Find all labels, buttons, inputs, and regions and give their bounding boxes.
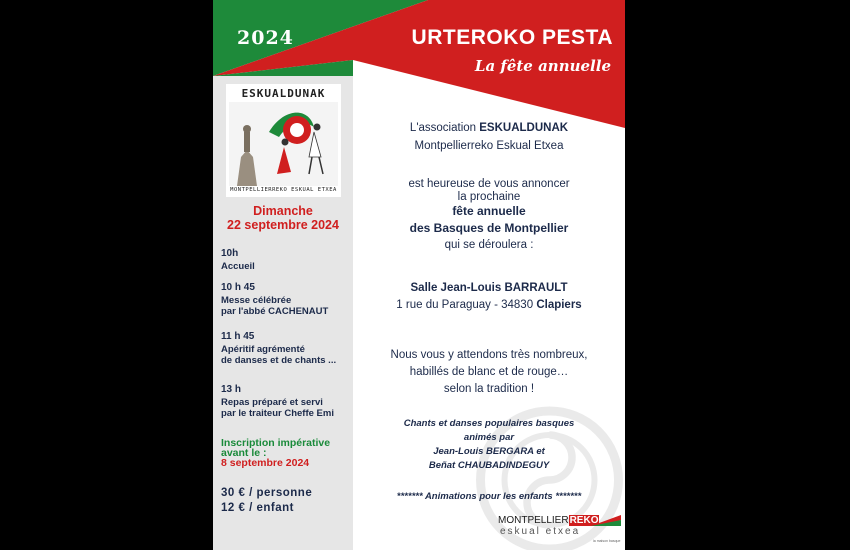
- program-item-3: [221, 331, 336, 366]
- assoc-line2: Montpellierreko Eskual Etxea: [414, 140, 564, 152]
- event-day: Dimanche: [253, 204, 313, 218]
- announce-line3: fête annuelle: [452, 204, 526, 218]
- announce-line4: des Basques de Montpellier: [409, 221, 569, 235]
- assoc-prefix: L'association: [409, 122, 480, 134]
- program-item-1: [221, 248, 255, 272]
- program-text: Accueil: [221, 261, 255, 272]
- venue-address: [353, 299, 625, 311]
- brand-tagline: la maison basque: [593, 539, 621, 543]
- venue-name: Salle Jean-Louis BARRAULT: [410, 282, 568, 294]
- inscription-notice: [221, 438, 330, 468]
- chants-line3: Jean-Louis BERGARA et: [433, 446, 545, 457]
- brand-part1: MONTPELLIER: [498, 515, 569, 526]
- program-text: par le traiteur Cheffe Emi: [221, 408, 334, 419]
- association-line: [353, 122, 625, 134]
- inscription-date: 8 septembre 2024: [221, 457, 310, 469]
- poster-subtitle: La fête annuelle: [474, 57, 611, 75]
- inscription-line1: Inscription impérative: [221, 437, 331, 449]
- program-text: Repas préparé et servi: [221, 397, 323, 408]
- program-text: Messe célébrée: [221, 295, 292, 306]
- program-time: 10 h 45: [221, 282, 255, 293]
- logo-name: ESKUALDUNAK: [241, 87, 326, 100]
- invite-line2: habillés de blanc et de rouge…: [409, 366, 569, 378]
- animations-line: ******* Animations pour les enfants *******: [396, 491, 582, 502]
- brand-subtitle: eskual etxea: [500, 526, 581, 537]
- price-adult: 30 € / personne: [221, 487, 313, 499]
- maison-basque-logo: [498, 515, 623, 545]
- program-item-4: [221, 384, 334, 419]
- inscription-line2: avant le :: [221, 447, 267, 459]
- program-time: 11 h 45: [221, 331, 255, 342]
- dancers-illustration: [229, 102, 338, 186]
- year: 2024: [237, 27, 294, 49]
- brand-name: [498, 515, 599, 526]
- program-sidebar: [213, 76, 353, 550]
- assoc-name: ESKUALDUNAK: [479, 122, 569, 134]
- announce-line1: est heureuse de vous annoncer: [408, 178, 570, 190]
- chants-line1: Chants et danses populaires basques: [403, 418, 575, 429]
- program-text: de danses et de chants ...: [221, 355, 337, 366]
- venue-city: Clapiers: [536, 299, 582, 311]
- program-item-2: [221, 282, 328, 317]
- poster-title: URTEROKO PESTA: [411, 26, 613, 49]
- announce-line2: la prochaine: [457, 191, 521, 203]
- program-time: 10h: [221, 248, 239, 259]
- venue-street: 1 rue du Paraguay - 34830: [396, 299, 537, 311]
- chants-line2: animés par: [463, 432, 515, 443]
- brand-part2: REKO: [569, 515, 599, 526]
- invite-line3: selon la tradition !: [443, 383, 535, 395]
- chants-line4: Beñat CHAUBADINDEGUY: [428, 460, 550, 471]
- logo-caption: MONTPELLIERREKO ESKUAL ETXEA: [230, 187, 337, 193]
- association-logo: [226, 84, 341, 197]
- price-child: 12 € / enfant: [221, 502, 294, 514]
- invite-line1: Nous vous y attendons très nombreux,: [390, 349, 588, 361]
- program-text: par l'abbé CACHENAUT: [221, 306, 329, 317]
- brand-flag-icon: [591, 515, 621, 526]
- event-date: 22 septembre 2024: [227, 218, 339, 232]
- announce-line5: qui se déroulera :: [444, 239, 534, 251]
- program-text: Apéritif agrémenté: [221, 344, 305, 355]
- program-time: 13 h: [221, 384, 242, 395]
- poster: [213, 0, 625, 550]
